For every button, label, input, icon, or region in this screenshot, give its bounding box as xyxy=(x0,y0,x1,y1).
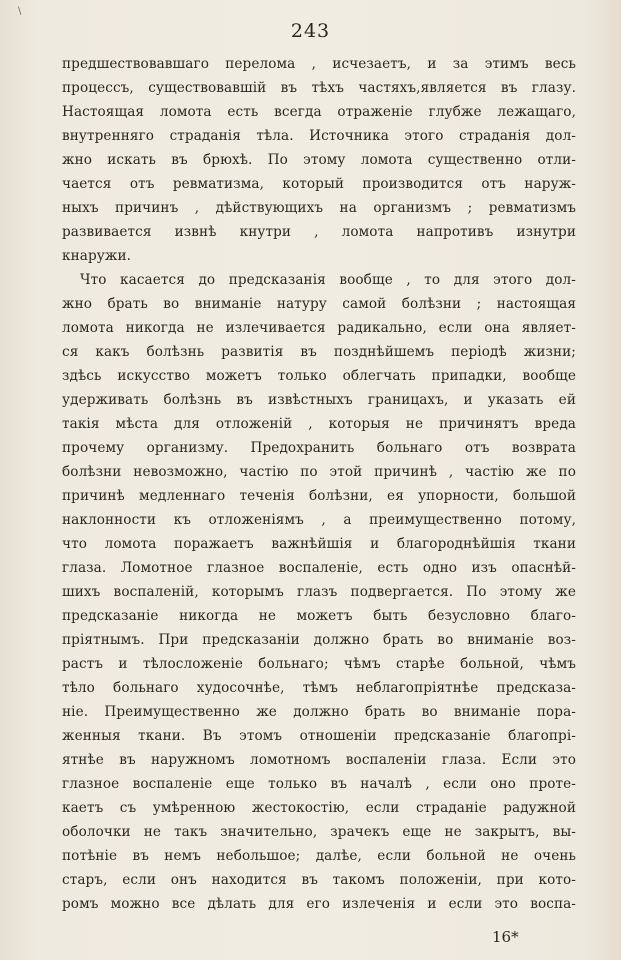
text-line: женныя ткани. Въ этомъ отношеніи предсказаніе благопрі- xyxy=(62,728,576,744)
text-line: ся какъ болѣзнь развитія въ позднѣйшемъ періодѣ жизни; xyxy=(62,344,576,360)
text-line: здѣсь искусство можетъ только облегчать припадки, вообще xyxy=(62,368,576,384)
text-line: такія мѣста для отложеній , которыя не причинятъ вреда xyxy=(62,416,576,432)
text-line: глаза. Ломотное глазное воспаленіе, есть одно изъ опаснѣй- xyxy=(62,560,576,576)
page-number: 243 xyxy=(290,20,331,42)
text-line: прочему организму. Предохранить больнаго отъ возврата xyxy=(62,440,576,456)
text-line: чается отъ ревматизма, который производится отъ наруж- xyxy=(62,176,576,192)
text-line: предсказаніе никогда не можетъ быть безусловно благо- xyxy=(62,608,576,624)
text-line: ломота никогда не излечивается радикально, если она являет- xyxy=(62,320,576,336)
text-line: шихъ воспаленій, которымъ глазъ подвергается. По этому же xyxy=(62,584,576,600)
corner-mark: \ xyxy=(18,6,22,17)
text-line: пріятнымъ. При предсказаніи должно брать во вниманіе воз- xyxy=(62,632,576,648)
text-line: старъ, если онъ находится въ такомъ положеніи, при кото- xyxy=(62,872,576,888)
text-line: Настоящая ломота есть всегда отраженіе глубже лежащаго, xyxy=(62,104,576,120)
text-line: растъ и тѣлосложеніе больнаго; чѣмъ старѣе больной, чѣмъ xyxy=(62,656,576,672)
text-line: жно брать во вниманіе натуру самой болѣзни ; настоящая xyxy=(62,296,576,312)
text-line: развивается извнѣ кнутри , ломота напротивъ изнутри xyxy=(62,224,576,240)
text-line: кнаружи. xyxy=(62,248,132,264)
text-line: тѣло больнаго худосочнѣе, тѣмъ неблагопріятнѣе предсказа- xyxy=(62,680,576,696)
text-line: болѣзни невозможно, частію по этой причинѣ , частію же по xyxy=(62,464,576,480)
signature-mark: 16* xyxy=(492,928,519,946)
paragraph-start-line: Что касается до предсказанія вообще , то для этого дол- xyxy=(80,272,576,288)
text-line: оболочки не такъ значительно, зрачекъ еще не закрытъ, вы- xyxy=(62,824,576,840)
text-line: внутренняго страданія тѣла. Источника этого страданія дол- xyxy=(62,128,576,144)
text-line: каетъ съ умѣренною жестокостію, если страданіе радужной xyxy=(62,800,576,816)
text-line: наклонности къ отложеніямъ , а преимущественно потому, xyxy=(62,512,576,528)
text-line: удерживать болѣзнь въ извѣстныхъ границахъ, и указать ей xyxy=(62,392,576,408)
text-line: предшествовавшаго перелома , исчезаетъ, и за этимъ весь xyxy=(62,56,576,72)
body-text xyxy=(62,52,576,916)
text-line: глазное воспаленіе еще только въ началѣ , если оно проте- xyxy=(62,776,576,792)
text-line: ніе. Преимущественно же должно брать во вниманіе пора- xyxy=(62,704,576,720)
text-line: ятнѣе въ наружномъ ломотномъ воспаленіи глаза. Если это xyxy=(62,752,576,768)
text-line: жно искать въ брюхѣ. По этому ломота существенно отли- xyxy=(62,152,576,168)
text-line: что ломота поражаетъ важнѣйшія и благороднѣйшія ткани xyxy=(62,536,576,552)
text-line: процессъ, существовавшій въ тѣхъ частяхъ,является въ глазу. xyxy=(62,80,576,96)
text-line: причинѣ медленнаго теченія болѣзни, ея упорности, большой xyxy=(62,488,576,504)
text-line: ныхъ причинъ , дѣйствующихъ на организмъ ; ревматизмъ xyxy=(62,200,576,216)
text-line: потѣніе въ немъ небольшое; далѣе, если больной не очень xyxy=(62,848,576,864)
text-line: ромъ можно все дѣлать для его излеченія и если это воспа- xyxy=(62,896,576,912)
